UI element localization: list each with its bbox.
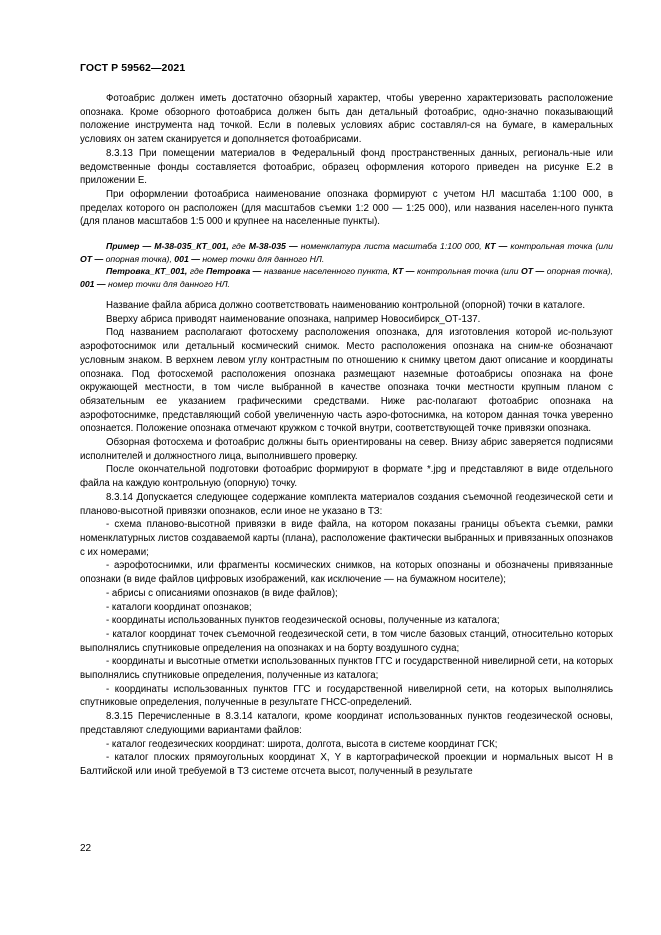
example-code: М-38-035_КТ_001, [154,241,229,252]
paragraph: Под названием располагают фотосхему расположения опознака, для изготовления которой ис-пользуют аэрофотоснимок или детальный космический снимок. Место расположения опознака на сним-ке обозначают условным знаком. В верхнем левом углу контрастным по отношению к снимку цветом дают описание и координаты опознака. Под фотосхемой расположения опознака размещают наземные фотоабрисы опознака на фоне окружающей местности, в том числе выбранной в качестве опознака точки местности крупным планом с обязательным ее указанием графическими средствами. Ниже рас-полагают фотоабрис опознака на аэрофотоснимке, представляющий собой увеличенную часть аэро-фотоснимка, на котором данная точка уверенно опознается. Положение опознака отмечают кружком с точкой внутри, соответствующей точке привязки опознака. [80,327,613,435]
example-code: Петровка_КТ_001, [106,266,188,277]
list-item: - каталог координат точек съемочной геодезической сети, в том числе базовых станций, относительно которых выполнялись спутниковые определения на опознаках и на борту воздушного судна; [80,628,613,654]
list-item: - каталоги координат опознаков; [106,601,252,613]
list-item: - координаты использованных пунктов ГГС и государственной нивелирной сети, на которых выполнялись спутниковые определения, полученные в результате ГНСС-определений. [80,683,613,709]
list-item: - каталог геодезических координат: широта, долгота, высота в системе координат ГСК; [106,738,498,750]
list-item: - каталог плоских прямоугольных координат X, Y в картографической проекции и нормальных высот H в Балтийской или иной требуемой в ТЗ системе отсчета высот, полученный в результате [80,752,613,777]
list-item: - координаты использованных пунктов геодезической основы, полученные из каталога; [106,615,500,627]
example-line-2: Петровка_КТ_001, где Петровка — название населенного пункта, КТ — контрольная точка (или ОТ — опорная точка), 001 — номер точки для данного НЛ. [80,266,614,289]
list-item: - схема планово-высотной привязки в виде файла, на котором показаны границы объекта съемки, рамки номенклатурных листов создаваемой карты (плана), расположение фактически выбранных и привязанных опознаков с их номерами; [80,519,613,558]
paragraph: 8.3.14 Допускается следующее содержание комплекта материалов создания съемочной геодезической сети и планово-высотной привязки опознаков, если иное не указано в ТЗ: [80,491,613,517]
example-line-1: Пример — М-38-035_КТ_001, где М-38-035 — номенклатура листа масштаба 1:100 000, КТ — контрольная точка (или ОТ — опорная точка), 001 — номер точки для данного НЛ. [80,241,613,264]
paragraph: Фотоабрис должен иметь достаточно обзорный характер, чтобы уверенно характеризовать расположение опознака. Кроме обзорного фотоабриса должен быть дан детальный фотоабрис, одно-значно показывающий положение инструмента над точкой. Если в полевых условиях абрис составлял-ся на бумаге, в камеральных условиях он затем сканируется и дополняется фотоабрисами. [80,93,613,146]
example-label: Пример — [106,241,152,252]
paragraph: 8.3.13 При помещении материалов в Федеральный фонд пространственных данных, региональ-ные или ведомственные фонды составляется фотоабрис, образец оформления которого приведен на рисунке Е.2 в приложении Е. [80,147,613,187]
paragraph: При оформлении фотоабриса наименование опознака формируют с учетом НЛ масштаба 1:100 000, в пределах которого он расположен (для масштабов съемки 1:2 000 — 1:25 000), или названия населен-ного пункта (для планов масштабов 1:5 000 и крупнее на населенные пункты). [80,188,613,228]
page-number: 22 [80,843,92,854]
paragraph: После окончательной подготовки фотоабрис формируют в формате *.jpg и представляют в виде отдельного файла на каждую контрольную (опорную) точку. [80,464,613,490]
list-item: - абрисы с описаниями опознаков (в виде файлов); [106,587,338,599]
document-header: ГОСТ Р 59562—2021 [80,62,186,74]
paragraph: Обзорная фотосхема и фотоабрис должны быть ориентированы на север. Внизу абрис заверяется подписями исполнителей и должностного лица, выполнившего проверку. [80,437,613,462]
document-body [80,92,613,779]
paragraph: Вверху абриса приводят наименование опознака, например Новосибирск_ОТ-137. [106,313,481,325]
list-item: - аэрофотоснимки, или фрагменты космических снимков, на которых опознаны и обозначены привязанные опознаки (в виде файлов цифровых изображений, как исключение — на бумажном носителе); [80,560,613,586]
list-item: - координаты и высотные отметки использованных пунктов ГГС и государственной нивелирной сети, на которых выполнялись спутниковые определения, полученные из каталога; [80,656,613,682]
paragraph: 8.3.15 Перечисленные в 8.3.14 каталоги, кроме координат использованных пунктов геодезической основы, представляют следующими вариантами файлов: [80,711,613,736]
paragraph: Название файла абриса должно соответствовать наименованию контрольной (опорной) точки в каталоге. [106,300,586,312]
